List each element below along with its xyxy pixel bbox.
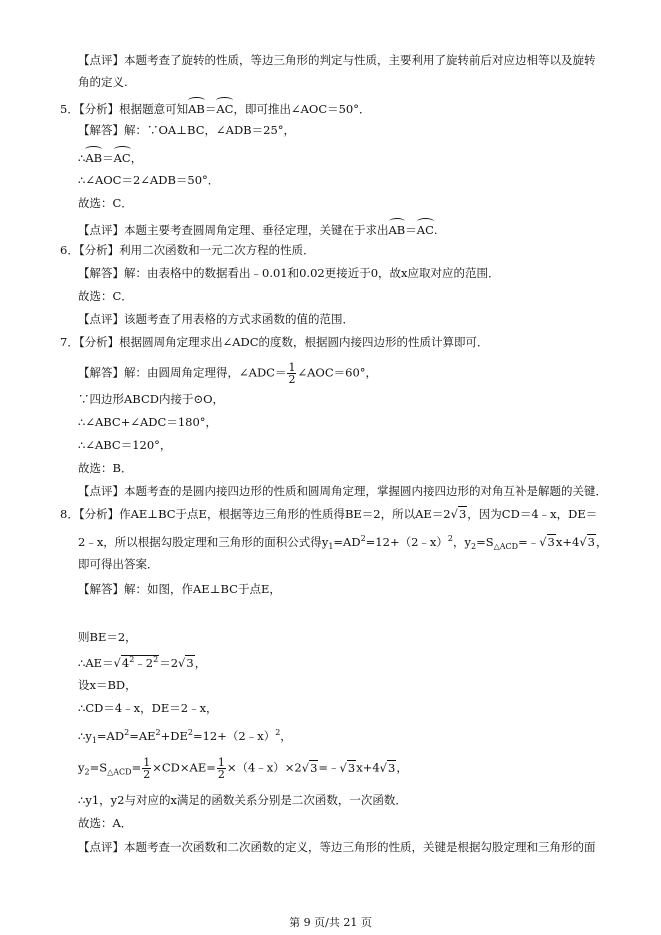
solution-line: 【解答】解：如图，作AE⊥BC于点E， [78, 582, 281, 596]
fraction-one-half [287, 362, 296, 385]
arc-ab: AB [85, 148, 102, 166]
expr: =AD [96, 729, 125, 743]
radicand: 3 [387, 760, 396, 775]
expr: =AE [129, 729, 156, 743]
therefore: ∴ [78, 151, 86, 165]
numerator: 1 [288, 361, 296, 374]
exponent: 2 [124, 728, 130, 737]
equals: ＝ [102, 151, 114, 165]
expr: =﹣ [318, 760, 340, 775]
subscript: 2 [470, 542, 477, 551]
analysis-line-cont [78, 531, 607, 555]
expr: x+4 [356, 760, 380, 775]
arc-ab: AB [188, 99, 205, 117]
solution-line: ∴CD＝4﹣x，DE＝2﹣x， [78, 701, 218, 715]
exponent: 2 [153, 655, 159, 664]
radicand: 3 [347, 760, 356, 775]
comment-text: 【点评】本题主要考查圆周角定理、垂径定理，关键在于求出 [78, 223, 389, 237]
sqrt-3: √3 [178, 656, 194, 670]
expr: ×CD×AE= [152, 760, 216, 775]
denominator: 2 [288, 373, 296, 386]
expr: x+4 [555, 535, 580, 549]
question-6 [60, 242, 315, 258]
expr: +DE [160, 729, 188, 743]
solution-line: 设x＝BD， [78, 678, 137, 692]
page-footer: 第 9 页/共 21 页 [289, 916, 372, 929]
numerator: 1 [217, 756, 225, 769]
comment-line: 【点评】本题考查的是圆内接四边形的性质和圆周角定理，掌握圆内接四边形的对角互补是解题的关键． [78, 484, 607, 498]
question-number: 8． [60, 507, 79, 521]
comment-line [78, 220, 438, 238]
subscript: 1 [328, 542, 334, 551]
subscript: △ACD [107, 767, 132, 777]
solution-line: 则BE＝2， [78, 630, 137, 644]
minus: ﹣ [134, 656, 146, 670]
expr: =12+（2﹣x） [192, 729, 276, 743]
comma: ， [130, 151, 143, 165]
comment-line: 【点评】本题考查了旋转的性质，等边三角形的判定与性质，主要利用了旋转前后对应边相等以及旋转 [78, 53, 596, 67]
solution-line: ∵四边形ABCD内接于⊙O， [78, 392, 225, 406]
sqrt-3: √3 [301, 760, 318, 775]
y-symbol: y [85, 729, 92, 743]
numerator: 1 [143, 756, 151, 769]
solution-text: 【解答】解：由圆周角定理得，∠ADC＝ [78, 365, 287, 380]
comma: ， [194, 656, 207, 670]
exponent: 2 [129, 655, 135, 664]
y-symbol: y [321, 535, 329, 549]
exponent: 2 [447, 534, 453, 543]
subscript: 1 [91, 736, 97, 745]
therefore: ∴ [78, 729, 86, 743]
analysis-text: 【分析】作AE⊥BC于点E，根据等边三角形的性质得BE＝2，所以AE＝2 [78, 507, 451, 521]
answer-line: 故选：A． [78, 816, 133, 830]
expr: = [131, 760, 142, 775]
analysis-text: ，因为CD＝4﹣x，DE＝ [467, 507, 598, 521]
radicand: 3 [587, 535, 595, 549]
answer-line: 故选：C． [78, 289, 133, 303]
question-number: 6． [60, 243, 79, 257]
comma: ， [595, 535, 608, 549]
expr: ＝2 [159, 656, 179, 670]
radicand: 3 [186, 656, 194, 670]
sqrt-3: √3 [339, 760, 356, 775]
question-5 [60, 99, 371, 117]
question-number: 7． [60, 335, 79, 349]
denominator: 2 [217, 768, 225, 781]
comment-line-cont: 角的定义. [78, 75, 128, 89]
sqrt-expression: $√4^2﹣2^2$ [113, 655, 159, 670]
solution-line: 【解答】解：∵OA⊥BC，∠ADB＝25°， [78, 123, 296, 137]
comma: ， [396, 760, 408, 775]
expr: =AD [333, 535, 361, 549]
analysis-text: 【分析】根据圆周角定理求出∠ADC的度数，根据圆内接四边形的性质计算即可． [78, 335, 489, 349]
radicand: 3 [458, 507, 467, 521]
comment-line: 【点评】本题考查一次函数和二次函数的定义，等边三角形的性质，关键是根据勾股定理和三角形的面 [78, 840, 596, 854]
expr: ，y [452, 535, 471, 549]
question-8 [60, 506, 597, 522]
sqrt-3: √3 [379, 760, 396, 775]
expr: =﹣ [518, 535, 540, 549]
exponent: 2 [187, 728, 193, 737]
radicand: 3 [547, 535, 555, 549]
expr: =12+（2﹣x） [365, 535, 448, 549]
period: . [433, 223, 438, 237]
exponent: 2 [275, 728, 281, 737]
answer-line: 故选：B． [78, 461, 133, 475]
fraction-one-half [217, 757, 226, 780]
solution-line: ∴∠AOC＝2∠ADB＝50°． [78, 173, 220, 187]
solution-line [78, 725, 292, 749]
sqrt-3: √3 [450, 507, 467, 521]
analysis-text: 2﹣x，所以根据勾股定理和三角形的面积公式得 [78, 535, 322, 549]
fraction-one-half [142, 757, 151, 780]
arc-ac: AC [114, 148, 131, 166]
base: 4 [121, 656, 130, 670]
radicand: 3 [310, 760, 318, 775]
analysis-line-cont: 即可得出答案． [78, 557, 159, 571]
sqrt-3: √3 [539, 535, 555, 549]
question-number: 5． [60, 102, 79, 116]
arc-ac: AC [216, 99, 233, 117]
solution-line: ∴∠ABC+∠ADC＝180°， [78, 415, 218, 429]
solution-line: 【解答】解：由表格中的数据看出﹣0.01和0.02更接近于0，故x应取对应的范围． [78, 266, 500, 280]
comma: ， [280, 729, 292, 743]
solution-line: ∴∠ABC＝120°， [78, 438, 172, 452]
base: 2 [145, 656, 154, 670]
equals: ＝ [405, 223, 417, 237]
expr: ∴AE＝ [78, 656, 114, 670]
subscript: 2 [84, 767, 90, 777]
solution-line [78, 757, 408, 781]
expr: =S [89, 760, 108, 775]
analysis-text: 【分析】根据题意可知 [78, 102, 189, 116]
solution-line [78, 362, 377, 385]
analysis-text: ，即可推出∠AOC＝50°． [233, 102, 371, 116]
radicand [121, 655, 159, 670]
expr: ×（4﹣x）×2 [226, 760, 302, 775]
comment-line: 【点评】该题考查了用表格的方式求函数的值的范围． [78, 312, 354, 326]
expr: =S [476, 535, 494, 549]
subscript: △ACD [493, 542, 519, 551]
analysis-text: 【分析】利用二次函数和一元二次方程的性质． [78, 243, 315, 257]
sqrt-3: √3 [579, 535, 595, 549]
denominator: 2 [143, 768, 151, 781]
question-7 [60, 334, 489, 350]
exponent: 2 [360, 534, 366, 543]
arc-ab: AB [389, 220, 406, 238]
solution-text: ∠AOC＝60°， [297, 365, 378, 380]
solution-line [78, 652, 206, 671]
solution-line [78, 148, 142, 166]
answer-line: 故选：C． [78, 196, 133, 210]
arc-ac: AC [417, 220, 434, 238]
exponent: 2 [155, 728, 161, 737]
y-symbol: y [78, 760, 85, 775]
equals: ＝ [204, 102, 217, 116]
solution-line: ∴y1，y2与对应的x满足的函数关系分别是二次函数，一次函数． [78, 793, 407, 807]
